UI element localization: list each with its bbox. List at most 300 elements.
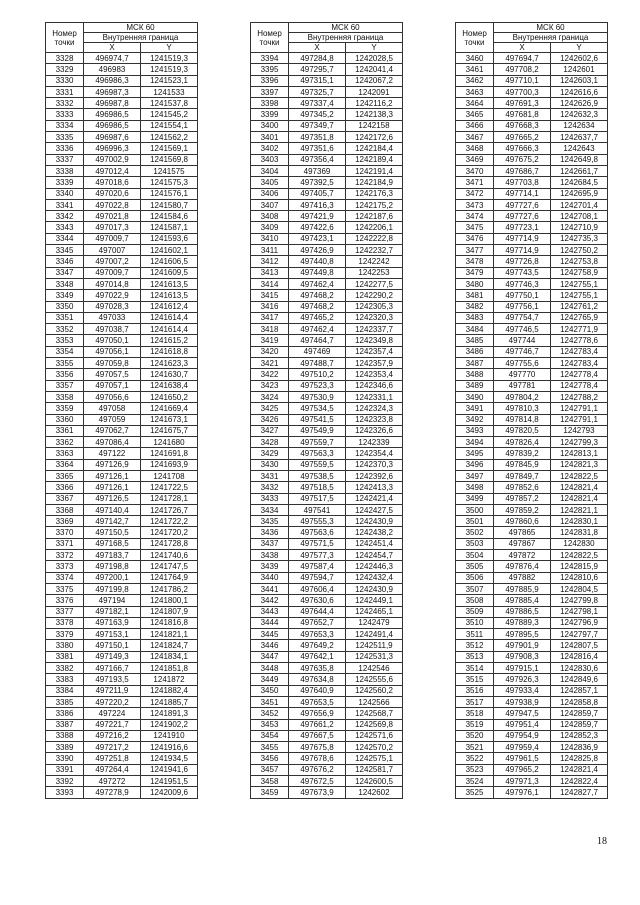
- table-row: [46, 369, 198, 380]
- y-coordinate-cell: 1242242: [346, 256, 403, 267]
- point-number-cell: 3493: [456, 425, 494, 436]
- x-coordinate-cell: 497889,3: [494, 617, 551, 628]
- point-number-cell: 3456: [251, 753, 289, 764]
- y-coordinate-cell: 1241851,8: [141, 663, 198, 674]
- y-coordinate-cell: 1242454,7: [346, 550, 403, 561]
- table-row: [46, 154, 198, 165]
- table-row: [456, 482, 608, 493]
- x-coordinate-cell: 497885,4: [494, 595, 551, 606]
- point-number-cell: 3362: [46, 437, 84, 448]
- y-coordinate-cell: 1241786,2: [141, 583, 198, 594]
- x-coordinate-cell: 497849,7: [494, 470, 551, 481]
- x-coordinate-cell: 497150,1: [84, 640, 141, 651]
- point-number-cell: 3507: [456, 583, 494, 594]
- point-number-cell: 3445: [251, 629, 289, 640]
- table-row: [46, 572, 198, 583]
- x-coordinate-cell: 496986,5: [84, 109, 141, 120]
- point-number-cell: 3449: [251, 674, 289, 685]
- y-coordinate-cell: 1242189,4: [346, 154, 403, 165]
- y-coordinate-cell: 1242849,6: [551, 674, 608, 685]
- x-coordinate-cell: 497635,8: [289, 663, 346, 674]
- point-number-cell: 3353: [46, 335, 84, 346]
- y-coordinate-cell: 1242821,4: [551, 482, 608, 493]
- y-coordinate-cell: 1242797,7: [551, 629, 608, 640]
- point-number-cell: 3351: [46, 312, 84, 323]
- point-number-cell: 3502: [456, 527, 494, 538]
- x-coordinate-cell: 497852,6: [494, 482, 551, 493]
- x-coordinate-cell: 497126,9: [84, 459, 141, 470]
- x-coordinate-cell: 497211,9: [84, 685, 141, 696]
- table-row: [251, 674, 403, 685]
- y-coordinate-cell: 1241740,6: [141, 550, 198, 561]
- point-number-cell: 3432: [251, 482, 289, 493]
- x-coordinate-cell: 497050,1: [84, 335, 141, 346]
- x-coordinate-cell: 497656,9: [289, 708, 346, 719]
- x-coordinate-cell: 497810,3: [494, 403, 551, 414]
- y-coordinate-cell: 1241537,8: [141, 98, 198, 109]
- x-coordinate-cell: 497652,7: [289, 617, 346, 628]
- point-number-cell: 3346: [46, 256, 84, 267]
- x-coordinate-cell: 497681,8: [494, 109, 551, 120]
- point-number-cell: 3482: [456, 301, 494, 312]
- x-coordinate-cell: 497056,1: [84, 346, 141, 357]
- y-coordinate-cell: 1242684,5: [551, 177, 608, 188]
- point-number-cell: 3422: [251, 369, 289, 380]
- table-row: [46, 583, 198, 594]
- x-coordinate-cell: 497675,2: [494, 154, 551, 165]
- point-number-cell: 3358: [46, 391, 84, 402]
- point-number-cell: 3440: [251, 572, 289, 583]
- table-row: [251, 629, 403, 640]
- table-row: [456, 369, 608, 380]
- table-row: [46, 719, 198, 730]
- table-row: [456, 132, 608, 143]
- table-row: [46, 640, 198, 651]
- x-coordinate-cell: 497007,2: [84, 256, 141, 267]
- point-number-cell: 3384: [46, 685, 84, 696]
- table-row: [456, 188, 608, 199]
- table-row: [251, 470, 403, 481]
- point-number-cell: 3404: [251, 165, 289, 176]
- table-row: [251, 482, 403, 493]
- table-row: [251, 132, 403, 143]
- y-coordinate-cell: 1242184,9: [346, 177, 403, 188]
- x-coordinate-cell: 497057,1: [84, 380, 141, 391]
- y-coordinate-cell: 1241708: [141, 470, 198, 481]
- table-row: [251, 742, 403, 753]
- x-coordinate-cell: 497653,3: [289, 629, 346, 640]
- x-coordinate-cell: 497007: [84, 245, 141, 256]
- y-coordinate-cell: 1242799,8: [551, 595, 608, 606]
- x-coordinate-cell: 497421,9: [289, 211, 346, 222]
- x-coordinate-cell: 497059: [84, 414, 141, 425]
- x-coordinate-cell: 497183,7: [84, 550, 141, 561]
- x-coordinate-cell: 497163,9: [84, 617, 141, 628]
- y-coordinate-cell: 1242830,1: [551, 516, 608, 527]
- table-row: [456, 561, 608, 572]
- point-number-cell: 3448: [251, 663, 289, 674]
- x-coordinate-cell: 497221,7: [84, 719, 141, 730]
- point-number-cell: 3373: [46, 561, 84, 572]
- table-row: [251, 86, 403, 97]
- x-coordinate-cell: 497555,3: [289, 516, 346, 527]
- x-coordinate-cell: 497440,8: [289, 256, 346, 267]
- y-coordinate-cell: 1241519,3: [141, 53, 198, 64]
- y-coordinate-cell: 1242175,2: [346, 199, 403, 210]
- x-coordinate-cell: 497755,6: [494, 358, 551, 369]
- table-row: [46, 256, 198, 267]
- point-number-cell: 3504: [456, 550, 494, 561]
- y-coordinate-cell: 1242555,6: [346, 674, 403, 685]
- y-coordinate-cell: 1241680: [141, 437, 198, 448]
- point-number-cell: 3408: [251, 211, 289, 222]
- table-row: [456, 696, 608, 707]
- point-number-cell: 3516: [456, 685, 494, 696]
- y-coordinate-cell: 1242575,1: [346, 753, 403, 764]
- table-row: [251, 414, 403, 425]
- x-coordinate-cell: 497746,7: [494, 346, 551, 357]
- table-row: [46, 245, 198, 256]
- table-row: [251, 143, 403, 154]
- table-row: [251, 120, 403, 131]
- y-coordinate-cell: 1241934,5: [141, 753, 198, 764]
- y-coordinate-cell: 1242791,1: [551, 403, 608, 414]
- y-coordinate-cell: 1241523,1: [141, 75, 198, 86]
- point-number-cell: 3380: [46, 640, 84, 651]
- point-number-cell: 3336: [46, 143, 84, 154]
- y-coordinate-cell: 1242349,8: [346, 335, 403, 346]
- y-coordinate-cell: 1241638,4: [141, 380, 198, 391]
- point-number-cell: 3369: [46, 516, 84, 527]
- y-coordinate-cell: 1242158: [346, 120, 403, 131]
- point-number-cell: 3379: [46, 629, 84, 640]
- y-coordinate-cell: 1242232,7: [346, 245, 403, 256]
- y-coordinate-cell: 1242765,9: [551, 312, 608, 323]
- point-number-cell: 3419: [251, 335, 289, 346]
- x-coordinate-cell: 497216,2: [84, 730, 141, 741]
- table-row: [456, 629, 608, 640]
- point-number-cell: 3410: [251, 233, 289, 244]
- point-number-cell: 3356: [46, 369, 84, 380]
- y-coordinate-cell: 1241545,2: [141, 109, 198, 120]
- x-coordinate-cell: 497714,1: [494, 188, 551, 199]
- x-coordinate-cell: 497667,5: [289, 730, 346, 741]
- point-number-cell: 3459: [251, 787, 289, 798]
- x-coordinate-cell: 497002,9: [84, 154, 141, 165]
- table-row: [251, 708, 403, 719]
- table-row: [456, 640, 608, 651]
- x-coordinate-cell: 497634,8: [289, 674, 346, 685]
- point-number-cell: 3333: [46, 109, 84, 120]
- y-coordinate-cell: 1242813,1: [551, 448, 608, 459]
- table-row: [456, 572, 608, 583]
- y-coordinate-cell: 1241951,5: [141, 776, 198, 787]
- x-coordinate-cell: 497901,9: [494, 640, 551, 651]
- x-coordinate-cell: 497020,6: [84, 188, 141, 199]
- x-coordinate-cell: 497518,5: [289, 482, 346, 493]
- table-row: [456, 391, 608, 402]
- table-row: [46, 629, 198, 640]
- point-number-cell: 3328: [46, 53, 84, 64]
- x-coordinate-cell: 497746,5: [494, 324, 551, 335]
- x-coordinate-cell: 497563,6: [289, 527, 346, 538]
- x-coordinate-cell: 497676,2: [289, 764, 346, 775]
- x-coordinate-cell: 497541: [289, 504, 346, 515]
- point-number-cell: 3478: [456, 256, 494, 267]
- point-number-cell: 3487: [456, 358, 494, 369]
- x-coordinate-cell: 497017,3: [84, 222, 141, 233]
- point-number-cell: 3334: [46, 120, 84, 131]
- point-number-cell: 3455: [251, 742, 289, 753]
- table-row: [46, 730, 198, 741]
- point-number-cell: 3462: [456, 75, 494, 86]
- point-number-cell: 3411: [251, 245, 289, 256]
- point-number-cell: 3501: [456, 516, 494, 527]
- point-number-cell: 3344: [46, 233, 84, 244]
- y-coordinate-cell: 1242796,9: [551, 617, 608, 628]
- y-coordinate-cell: 1242778,4: [551, 380, 608, 391]
- x-coordinate-cell: 497714,9: [494, 245, 551, 256]
- table-row: [456, 177, 608, 188]
- table-row: [251, 290, 403, 301]
- x-coordinate-cell: 497882: [494, 572, 551, 583]
- table-row: [251, 663, 403, 674]
- y-coordinate-cell: 1242753,8: [551, 256, 608, 267]
- point-number-cell: 3343: [46, 222, 84, 233]
- y-coordinate-cell: 1242449,1: [346, 595, 403, 606]
- table-row: [456, 267, 608, 278]
- boundary-header: Внутренняя граница: [494, 33, 608, 43]
- table-row: [251, 719, 403, 730]
- point-number-cell: 3395: [251, 64, 289, 75]
- table-row: [456, 437, 608, 448]
- y-coordinate-cell: 1242778,4: [551, 369, 608, 380]
- x-coordinate-cell: 497510,2: [289, 369, 346, 380]
- table-row: [46, 132, 198, 143]
- table-row: [251, 776, 403, 787]
- coordinate-system-header: МСК 60: [494, 23, 608, 33]
- point-number-cell: 3444: [251, 617, 289, 628]
- point-number-cell: 3407: [251, 199, 289, 210]
- table-row: [456, 719, 608, 730]
- x-coordinate-cell: 497876,4: [494, 561, 551, 572]
- y-coordinate-cell: 1242354,4: [346, 448, 403, 459]
- x-coordinate-cell: 497217,2: [84, 742, 141, 753]
- y-coordinate-cell: 1241728,8: [141, 538, 198, 549]
- x-coordinate-cell: 497194: [84, 595, 141, 606]
- y-coordinate-cell: 1242176,3: [346, 188, 403, 199]
- table-row: [456, 324, 608, 335]
- point-number-cell: 3477: [456, 245, 494, 256]
- x-coordinate-cell: 497860,6: [494, 516, 551, 527]
- y-coordinate-cell: 1242821,1: [551, 504, 608, 515]
- x-coordinate-cell: 497392,5: [289, 177, 346, 188]
- table-row: [46, 267, 198, 278]
- table-row: [251, 538, 403, 549]
- x-coordinate-cell: 497559,7: [289, 437, 346, 448]
- y-coordinate-cell: 1242830: [551, 538, 608, 549]
- x-coordinate-cell: 497642,1: [289, 651, 346, 662]
- y-coordinate-cell: 1242067,2: [346, 75, 403, 86]
- x-coordinate-cell: 497746,3: [494, 278, 551, 289]
- table-row: [251, 730, 403, 741]
- point-number-cell: 3329: [46, 64, 84, 75]
- table-row: [251, 753, 403, 764]
- table-row: [456, 75, 608, 86]
- y-coordinate-cell: 1242825,8: [551, 753, 608, 764]
- point-number-cell: 3413: [251, 267, 289, 278]
- y-coordinate-cell: 1242661,7: [551, 165, 608, 176]
- y-coordinate-cell: 1241747,5: [141, 561, 198, 572]
- y-coordinate-cell: 1242822,4: [551, 776, 608, 787]
- y-coordinate-cell: 1242346,6: [346, 380, 403, 391]
- x-coordinate-cell: 497014,8: [84, 278, 141, 289]
- y-coordinate-cell: 1241614,4: [141, 324, 198, 335]
- y-coordinate-cell: 1242430,9: [346, 516, 403, 527]
- table-row: [456, 651, 608, 662]
- x-coordinate-cell: 497198,8: [84, 561, 141, 572]
- y-coordinate-cell: 1241916,6: [141, 742, 198, 753]
- y-coordinate-cell: 1241902,2: [141, 719, 198, 730]
- x-coordinate-cell: 497295,7: [289, 64, 346, 75]
- table-row: [46, 165, 198, 176]
- x-coordinate-cell: 497468,2: [289, 301, 346, 312]
- point-number-cell: 3497: [456, 470, 494, 481]
- y-coordinate-cell: 1242290,2: [346, 290, 403, 301]
- table-row: [46, 233, 198, 244]
- point-number-cell: 3383: [46, 674, 84, 685]
- table-row: [251, 425, 403, 436]
- x-coordinate-cell: 497126,5: [84, 493, 141, 504]
- x-coordinate-cell: 497488,7: [289, 358, 346, 369]
- x-coordinate-cell: 497122: [84, 448, 141, 459]
- x-coordinate-cell: 497224: [84, 708, 141, 719]
- x-coordinate-cell: 497961,5: [494, 753, 551, 764]
- table-row: [46, 696, 198, 707]
- point-number-cell: 3330: [46, 75, 84, 86]
- point-number-cell: 3461: [456, 64, 494, 75]
- y-coordinate-cell: 1241673,1: [141, 414, 198, 425]
- table-row: [46, 493, 198, 504]
- y-coordinate-cell: 1242771,9: [551, 324, 608, 335]
- y-coordinate-cell: 1242392,6: [346, 470, 403, 481]
- point-number-cell: 3489: [456, 380, 494, 391]
- point-number-cell: 3406: [251, 188, 289, 199]
- y-coordinate-cell: 1242804,5: [551, 583, 608, 594]
- x-coordinate-cell: 497012,4: [84, 165, 141, 176]
- x-coordinate-cell: 497770: [494, 369, 551, 380]
- table-row: [251, 154, 403, 165]
- point-number-cell: 3454: [251, 730, 289, 741]
- table-row: [46, 64, 198, 75]
- x-coordinate-cell: 497449,8: [289, 267, 346, 278]
- x-coordinate-cell: 497563,3: [289, 448, 346, 459]
- table-row: [46, 346, 198, 357]
- point-number-cell: 3486: [456, 346, 494, 357]
- table-row: [456, 222, 608, 233]
- x-coordinate-cell: 497644,4: [289, 606, 346, 617]
- y-coordinate-cell: 1241807,9: [141, 606, 198, 617]
- x-coordinate-cell: 497908,3: [494, 651, 551, 662]
- table-row: [456, 98, 608, 109]
- table-row: [251, 335, 403, 346]
- point-number-cell: 3398: [251, 98, 289, 109]
- y-coordinate-cell: 1242337,7: [346, 324, 403, 335]
- x-coordinate-cell: 497649,2: [289, 640, 346, 651]
- table-row: [46, 459, 198, 470]
- y-coordinate-cell: 1242451,4: [346, 538, 403, 549]
- point-number-cell: 3499: [456, 493, 494, 504]
- table-row: [251, 459, 403, 470]
- table-row: [46, 550, 198, 561]
- point-number-header: Номер точки: [456, 23, 494, 53]
- y-coordinate-cell: 1241576,1: [141, 188, 198, 199]
- table-row: [456, 414, 608, 425]
- x-coordinate-cell: 497018,6: [84, 177, 141, 188]
- x-coordinate-cell: 497523,3: [289, 380, 346, 391]
- point-number-cell: 3400: [251, 120, 289, 131]
- table-row: [46, 109, 198, 120]
- point-number-cell: 3397: [251, 86, 289, 97]
- table-row: [46, 98, 198, 109]
- y-coordinate-cell: 1242323,8: [346, 414, 403, 425]
- point-number-cell: 3483: [456, 312, 494, 323]
- point-number-cell: 3388: [46, 730, 84, 741]
- table-row: [46, 504, 198, 515]
- table-row: [46, 177, 198, 188]
- point-number-cell: 3382: [46, 663, 84, 674]
- x-coordinate-cell: 497022,9: [84, 290, 141, 301]
- point-number-cell: 3340: [46, 188, 84, 199]
- point-number-cell: 3522: [456, 753, 494, 764]
- table-row: [251, 527, 403, 538]
- y-coordinate-cell: 1242370,3: [346, 459, 403, 470]
- point-number-cell: 3503: [456, 538, 494, 549]
- y-coordinate-cell: 1242184,4: [346, 143, 403, 154]
- point-number-cell: 3488: [456, 369, 494, 380]
- table-row: [456, 787, 608, 798]
- table-row: [46, 516, 198, 527]
- point-number-cell: 3331: [46, 86, 84, 97]
- y-coordinate-cell: 1242222,8: [346, 233, 403, 244]
- y-coordinate-cell: 1242821,4: [551, 764, 608, 775]
- y-coordinate-cell: 1242643: [551, 143, 608, 154]
- table-row: [46, 290, 198, 301]
- point-number-cell: 3405: [251, 177, 289, 188]
- x-coordinate-cell: 497351,8: [289, 132, 346, 143]
- table-row: [46, 606, 198, 617]
- point-number-cell: 3387: [46, 719, 84, 730]
- y-coordinate-cell: 1241650,2: [141, 391, 198, 402]
- point-number-cell: 3338: [46, 165, 84, 176]
- y-coordinate-cell: 1242091: [346, 86, 403, 97]
- table-row: [456, 425, 608, 436]
- table-row: [251, 177, 403, 188]
- x-coordinate-cell: 497315,1: [289, 75, 346, 86]
- y-coordinate-cell: 1242491,4: [346, 629, 403, 640]
- table-row: [251, 606, 403, 617]
- table-row: [456, 753, 608, 764]
- point-number-cell: 3467: [456, 132, 494, 143]
- point-number-cell: 3350: [46, 301, 84, 312]
- y-coordinate-cell: 1242339: [346, 437, 403, 448]
- point-number-cell: 3421: [251, 358, 289, 369]
- y-coordinate-cell: 1241580,7: [141, 199, 198, 210]
- table-row: [251, 685, 403, 696]
- point-number-cell: 3468: [456, 143, 494, 154]
- x-header: X: [84, 43, 141, 53]
- x-coordinate-cell: 497284,8: [289, 53, 346, 64]
